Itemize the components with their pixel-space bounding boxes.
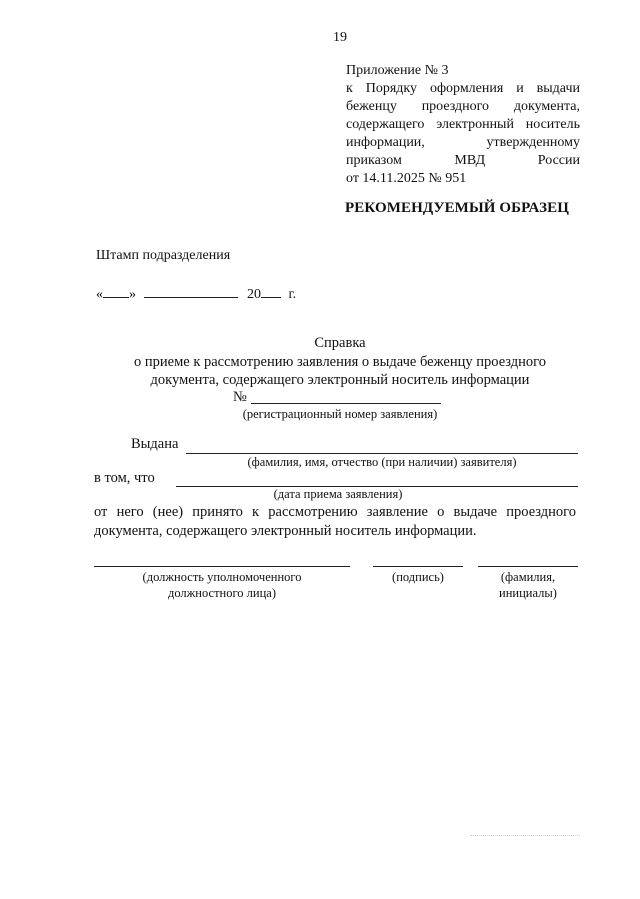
body-line: документа, содержащего электронный носитель информации. [94, 523, 477, 539]
appendix-line: приказом МВД России [346, 153, 580, 168]
issued-line [186, 453, 578, 454]
body-line: от него (нее) принято к рассмотрению заявление о выдаче проездного [94, 504, 576, 520]
year-blank [261, 283, 281, 298]
position-caption [94, 569, 350, 601]
doc-title: Справка [314, 335, 366, 351]
number-sign: № [233, 389, 247, 405]
month-blank [144, 283, 238, 298]
name-caption [478, 569, 578, 601]
regnum-line [251, 403, 441, 404]
including-label: в том, что [94, 470, 155, 486]
name-caption-line2: инициалы) [499, 586, 557, 600]
page-number: 19 [333, 30, 347, 45]
issued-caption: (фамилия, имя, отчество (при наличии) заявителя) [247, 455, 517, 469]
date-year-prefix: 20 [247, 287, 261, 302]
position-caption-line1: (должность уполномоченного [142, 570, 302, 584]
scan-artifact [470, 835, 580, 836]
body-text [94, 503, 576, 541]
regnum-caption: (регистрационный номер заявления) [242, 407, 438, 421]
appendix-line: беженцу проездного документа, [346, 99, 580, 114]
signature-caption: (подпись) [392, 570, 444, 584]
issued-label: Выдана [131, 436, 179, 452]
date-line [96, 283, 296, 303]
including-caption: (дата приема заявления) [273, 487, 403, 501]
name-caption-line1: (фамилия, [500, 570, 556, 584]
appendix-order-date: от 14.11.2025 № 951 [346, 171, 467, 186]
stamp-label: Штамп подразделения [96, 248, 231, 263]
doc-subtitle-line2: документа, содержащего электронный носитель информации [150, 372, 530, 388]
appendix-line: содержащего электронный носитель [346, 117, 580, 132]
date-close-quote: » [129, 287, 136, 302]
name-line [478, 566, 578, 567]
sample-label: РЕКОМЕНДУЕМЫЙ ОБРАЗЕЦ [345, 200, 569, 216]
appendix-header [346, 62, 580, 188]
appendix-title: Приложение № 3 [346, 63, 449, 78]
position-caption-line2: должностного лица) [167, 586, 277, 600]
doc-subtitle-line1: о приеме к рассмотрению заявления о выдаче беженцу проездного [134, 354, 546, 370]
day-blank [103, 283, 129, 298]
appendix-line: информации, утвержденному [346, 135, 580, 150]
position-line [94, 566, 350, 567]
date-open-quote: « [96, 287, 103, 302]
appendix-line: к Порядку оформления и выдачи [346, 81, 580, 96]
signature-line [373, 566, 463, 567]
date-year-suffix: г. [288, 287, 297, 302]
